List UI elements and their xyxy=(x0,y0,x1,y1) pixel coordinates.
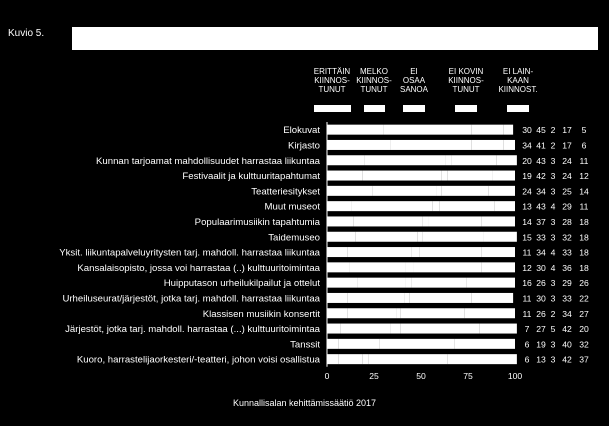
bar-segment xyxy=(481,247,515,257)
value-label: 33 xyxy=(562,293,572,304)
bar-segment xyxy=(472,293,513,303)
bar-segment xyxy=(327,155,365,165)
value-label: 20 xyxy=(522,155,532,166)
value-label: 30 xyxy=(536,262,546,273)
bar-segment xyxy=(419,247,481,257)
value-label: 2 xyxy=(550,308,556,319)
value-label: 15 xyxy=(522,232,532,243)
bar-segment xyxy=(404,293,410,303)
value-label: 32 xyxy=(579,339,589,350)
value-label: 11 xyxy=(522,247,532,258)
value-label: 28 xyxy=(562,216,572,227)
value-label: 24 xyxy=(522,186,532,197)
value-label: 27 xyxy=(579,308,589,319)
bar-segment xyxy=(327,354,338,364)
value-label: 24 xyxy=(562,155,572,166)
value-label: 37 xyxy=(579,354,589,365)
bar-segment xyxy=(447,171,492,181)
value-label: 25 xyxy=(562,186,572,197)
value-label: 26 xyxy=(536,308,546,319)
category-label: Urheiluseurat/järjestöt, jotka tarj. mahdoll. harrastaa liikuntaa xyxy=(62,293,320,305)
bar-segment xyxy=(348,247,412,257)
x-tick-label: 75 xyxy=(463,370,473,381)
category-label: Kuoro, harrastelijaorkesteri/-teatteri, johon voisi osallistua xyxy=(76,354,320,366)
bar-segment xyxy=(357,278,406,288)
bar-segment xyxy=(327,201,351,211)
bar-segment xyxy=(400,324,479,334)
bar-segment xyxy=(429,216,482,226)
value-label: 42 xyxy=(562,354,572,365)
value-label: 4 xyxy=(550,247,556,258)
category-label: Yksit. liikuntapalveluyritysten tarj. mahdoll. harrastaa liikuntaa xyxy=(59,247,320,259)
bar-segment xyxy=(391,140,468,150)
bar-segment xyxy=(391,324,400,334)
value-label: 4 xyxy=(550,262,556,273)
value-label: 18 xyxy=(579,247,589,258)
value-label: 18 xyxy=(579,216,589,227)
value-label: 33 xyxy=(562,247,572,258)
value-label: 29 xyxy=(562,201,572,212)
value-label: 32 xyxy=(562,232,572,243)
value-label: 43 xyxy=(536,201,546,212)
value-label: 36 xyxy=(562,262,572,273)
value-label: 30 xyxy=(522,125,532,136)
category-label: Kirjasto xyxy=(288,140,320,152)
category-label: Järjestöt, jotka tarj. mahdoll. harrastaa (...) kulttuuritoimintaa xyxy=(65,324,320,336)
category-label: Kansalaisopisto, jossa voi harrastaa (..) kulttuuritoimintaa xyxy=(77,262,320,274)
value-label: 6 xyxy=(524,339,530,350)
bar-segment xyxy=(355,232,417,242)
bar-segment xyxy=(481,216,515,226)
bar-segment xyxy=(413,262,481,272)
category-label: Huipputason urheilukilpailut ja ottelut xyxy=(163,278,320,290)
x-tick-label: 100 xyxy=(507,370,523,381)
legend-item-0: ERITTÄIN KIINNOS- TUNUT xyxy=(313,67,351,94)
bar-segment xyxy=(327,125,383,135)
bar-segment xyxy=(368,354,447,364)
value-label: 26 xyxy=(536,278,546,289)
bar-segment xyxy=(496,155,517,165)
value-label: 30 xyxy=(536,293,546,304)
value-label: 18 xyxy=(579,232,589,243)
value-label: 19 xyxy=(536,339,546,350)
value-label: 42 xyxy=(536,171,546,182)
bar-segment xyxy=(327,247,348,257)
value-label: 29 xyxy=(562,278,572,289)
bar-segment xyxy=(400,308,464,318)
bar-segment xyxy=(350,262,406,272)
category-label: Tanssit xyxy=(290,339,320,351)
value-label: 41 xyxy=(536,140,546,151)
value-label: 3 xyxy=(550,339,556,350)
value-label: 22 xyxy=(579,293,589,304)
value-label: 17 xyxy=(562,125,572,136)
value-label: 16 xyxy=(522,278,532,289)
bar-segment xyxy=(340,324,391,334)
bar-segment xyxy=(442,186,489,196)
bar-segment xyxy=(504,140,515,150)
legend-item-2: EI OSAA SANOA xyxy=(399,67,428,94)
value-label: 14 xyxy=(579,186,589,197)
bar-segment xyxy=(327,232,355,242)
bar-segment xyxy=(374,339,380,349)
value-label: 6 xyxy=(581,140,587,151)
bar-segment xyxy=(406,278,412,288)
bar-segment xyxy=(338,339,374,349)
bar-segment xyxy=(412,278,467,288)
bar-segment xyxy=(489,186,515,196)
bar-segment xyxy=(472,140,504,150)
value-label: 3 xyxy=(550,186,556,197)
value-label: 11 xyxy=(522,308,532,319)
value-label: 13 xyxy=(522,201,532,212)
value-label: 33 xyxy=(536,232,546,243)
bar-segment xyxy=(451,155,496,165)
bar-segment xyxy=(468,140,472,150)
x-tick-label: 0 xyxy=(324,370,330,381)
bar-segment xyxy=(483,232,517,242)
source-footer: Kunnallisalan kehittämissäätiö 2017 xyxy=(232,398,377,408)
bar-segment xyxy=(432,201,440,211)
bar-segment xyxy=(442,171,448,181)
bar-segment xyxy=(372,186,436,196)
value-label: 5 xyxy=(550,324,556,335)
value-label: 42 xyxy=(562,324,572,335)
bar-segment xyxy=(351,201,432,211)
bar-segment xyxy=(327,171,363,181)
value-label: 12 xyxy=(579,171,589,182)
value-label: 43 xyxy=(536,155,546,166)
value-label: 3 xyxy=(550,354,556,365)
bar-segment xyxy=(353,216,423,226)
chart-title: Kuvio 5. xyxy=(8,28,45,39)
bar-segment xyxy=(327,324,340,334)
bar-segment xyxy=(327,278,357,288)
bar-segment xyxy=(472,125,504,135)
legend-item-4: EI LAIN- KAAN KIINNOST. xyxy=(498,67,538,94)
value-label: 37 xyxy=(536,216,546,227)
value-label: 4 xyxy=(550,201,556,212)
category-label: Teatteriesitykset xyxy=(251,186,320,198)
value-label: 18 xyxy=(579,262,589,273)
value-label: 3 xyxy=(550,216,556,227)
bar-segment xyxy=(327,216,353,226)
value-label: 27 xyxy=(536,324,546,335)
bar-segment xyxy=(327,140,391,150)
value-label: 34 xyxy=(536,247,546,258)
legend-item-1: MELKO KIINNOS- TUNUT xyxy=(356,67,392,94)
bar-segment xyxy=(492,171,515,181)
category-label: Kunnan tarjoamat mahdollisuudet harrastaa liikuntaa xyxy=(96,155,320,167)
value-label: 3 xyxy=(550,293,556,304)
value-label: 12 xyxy=(522,262,532,273)
bar-segment xyxy=(327,293,348,303)
value-label: 40 xyxy=(562,339,572,350)
bar-segment xyxy=(468,125,472,135)
value-label: 19 xyxy=(522,171,532,182)
bar-segment xyxy=(348,308,397,318)
value-label: 24 xyxy=(562,171,572,182)
category-label: Klassisen musiikin konsertit xyxy=(202,308,320,320)
bar-segment xyxy=(363,171,442,181)
bar-segment xyxy=(380,339,455,349)
bar-segment xyxy=(479,324,517,334)
bar-segment xyxy=(423,216,429,226)
category-label: Elokuvat xyxy=(283,125,320,137)
bar-segment xyxy=(440,201,495,211)
value-label: 3 xyxy=(550,171,556,182)
category-label: Populaarimusiikin tapahtumia xyxy=(194,216,320,228)
bar-segment xyxy=(397,308,401,318)
value-label: 11 xyxy=(579,155,589,166)
bar-segment xyxy=(445,155,451,165)
bar-segment xyxy=(327,186,372,196)
bar-segment xyxy=(365,155,446,165)
value-label: 3 xyxy=(550,278,556,289)
bar-segment xyxy=(455,339,515,349)
value-label: 14 xyxy=(522,216,532,227)
value-label: 2 xyxy=(550,140,556,151)
category-label: Festivaalit ja kulttuuritapahtumat xyxy=(182,171,320,183)
bar-segment xyxy=(466,278,515,288)
value-label: 20 xyxy=(579,324,589,335)
value-label: 34 xyxy=(562,308,572,319)
bar-segment xyxy=(327,339,338,349)
bar-segment xyxy=(423,232,483,242)
value-label: 6 xyxy=(524,354,530,365)
bar-segment xyxy=(447,354,517,364)
bar-segment xyxy=(410,293,472,303)
value-label: 3 xyxy=(550,155,556,166)
value-label: 13 xyxy=(536,354,546,365)
bar-segment xyxy=(406,262,414,272)
value-label: 34 xyxy=(522,140,532,151)
bar-segment xyxy=(494,201,515,211)
value-label: 17 xyxy=(562,140,572,151)
value-label: 3 xyxy=(550,232,556,243)
bar-segment xyxy=(481,262,515,272)
bar-segment xyxy=(412,247,420,257)
value-label: 11 xyxy=(522,293,532,304)
category-label: Taidemuseo xyxy=(268,232,320,244)
x-tick-label: 25 xyxy=(369,370,379,381)
bar-segment xyxy=(504,125,513,135)
value-label: 11 xyxy=(579,201,589,212)
value-label: 2 xyxy=(550,125,556,136)
x-tick-label: 50 xyxy=(416,370,426,381)
bar-segment xyxy=(327,262,350,272)
value-label: 34 xyxy=(536,186,546,197)
bar-segment xyxy=(327,308,348,318)
bar-segment xyxy=(338,354,362,364)
value-label: 45 xyxy=(536,125,546,136)
value-label: 7 xyxy=(524,324,530,335)
bar-segment xyxy=(417,232,423,242)
value-label: 26 xyxy=(579,278,589,289)
bar-segment xyxy=(464,308,515,318)
category-label: Muut museot xyxy=(264,201,320,213)
legend-item-3: EI KOVIN KIINNOS- TUNUT xyxy=(448,67,484,94)
bar-segment xyxy=(383,125,468,135)
bar-segment xyxy=(363,354,369,364)
bar-segment xyxy=(348,293,404,303)
value-label: 5 xyxy=(581,125,587,136)
bar-segment xyxy=(436,186,442,196)
